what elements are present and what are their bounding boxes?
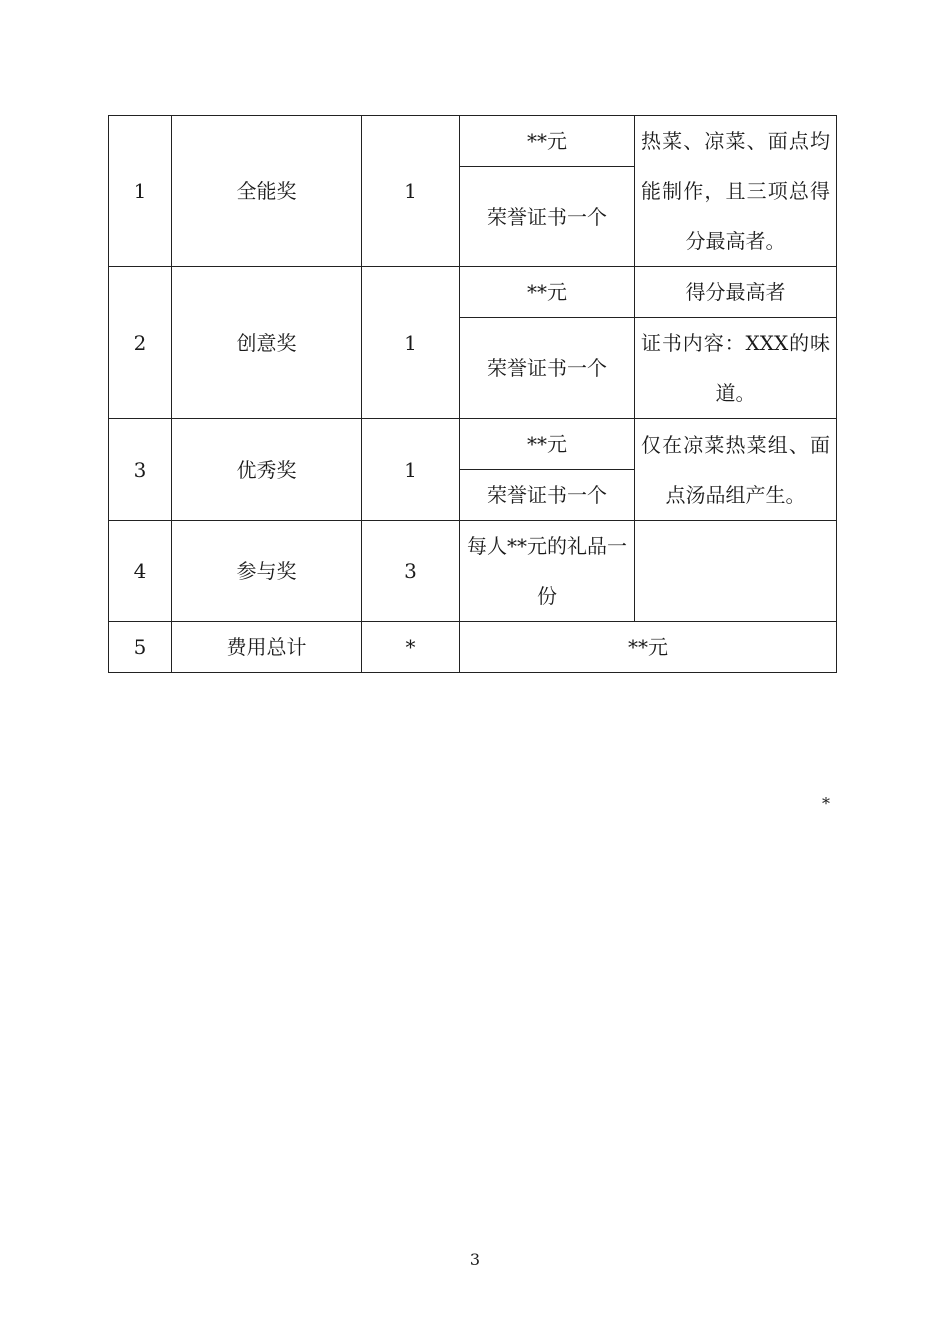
award-number: 2: [109, 267, 172, 419]
award-note: 仅在凉菜热菜组、面点汤品组产生。: [635, 419, 837, 521]
table-row: [109, 419, 837, 470]
award-note-money: 得分最高者: [635, 267, 837, 318]
award-count: 1: [362, 419, 460, 521]
total-count: *: [362, 622, 460, 673]
page-number: 3: [469, 1250, 481, 1269]
award-prize-money: **元: [460, 419, 635, 470]
total-amount: **元: [460, 622, 837, 673]
table-row: [109, 622, 837, 673]
table-row: [109, 116, 837, 167]
award-note: [635, 521, 837, 622]
award-count: 1: [362, 116, 460, 267]
award-name: 参与奖: [172, 521, 362, 622]
award-prize-cert: 荣誉证书一个: [460, 167, 635, 267]
award-number: 1: [109, 116, 172, 267]
table-row: [109, 267, 837, 318]
award-count: 1: [362, 267, 460, 419]
total-label: 费用总计: [172, 622, 362, 673]
total-number: 5: [109, 622, 172, 673]
table-row: [109, 521, 837, 622]
award-prize: 每人**元的礼品一份: [460, 521, 635, 622]
award-number: 4: [109, 521, 172, 622]
award-prize-money: **元: [460, 267, 635, 318]
awards-table: [108, 115, 837, 673]
award-count: 3: [362, 521, 460, 622]
award-number: 3: [109, 419, 172, 521]
award-name: 全能奖: [172, 116, 362, 267]
award-name: 优秀奖: [172, 419, 362, 521]
award-prize-money: **元: [460, 116, 635, 167]
award-note: 热菜、凉菜、面点均能制作，且三项总得分最高者。: [635, 116, 837, 267]
award-note-cert: 证书内容：XXX的味道。: [635, 318, 837, 419]
side-mark: *: [822, 794, 830, 813]
award-prize-cert: 荣誉证书一个: [460, 470, 635, 521]
award-name: 创意奖: [172, 267, 362, 419]
award-prize-cert: 荣誉证书一个: [460, 318, 635, 419]
